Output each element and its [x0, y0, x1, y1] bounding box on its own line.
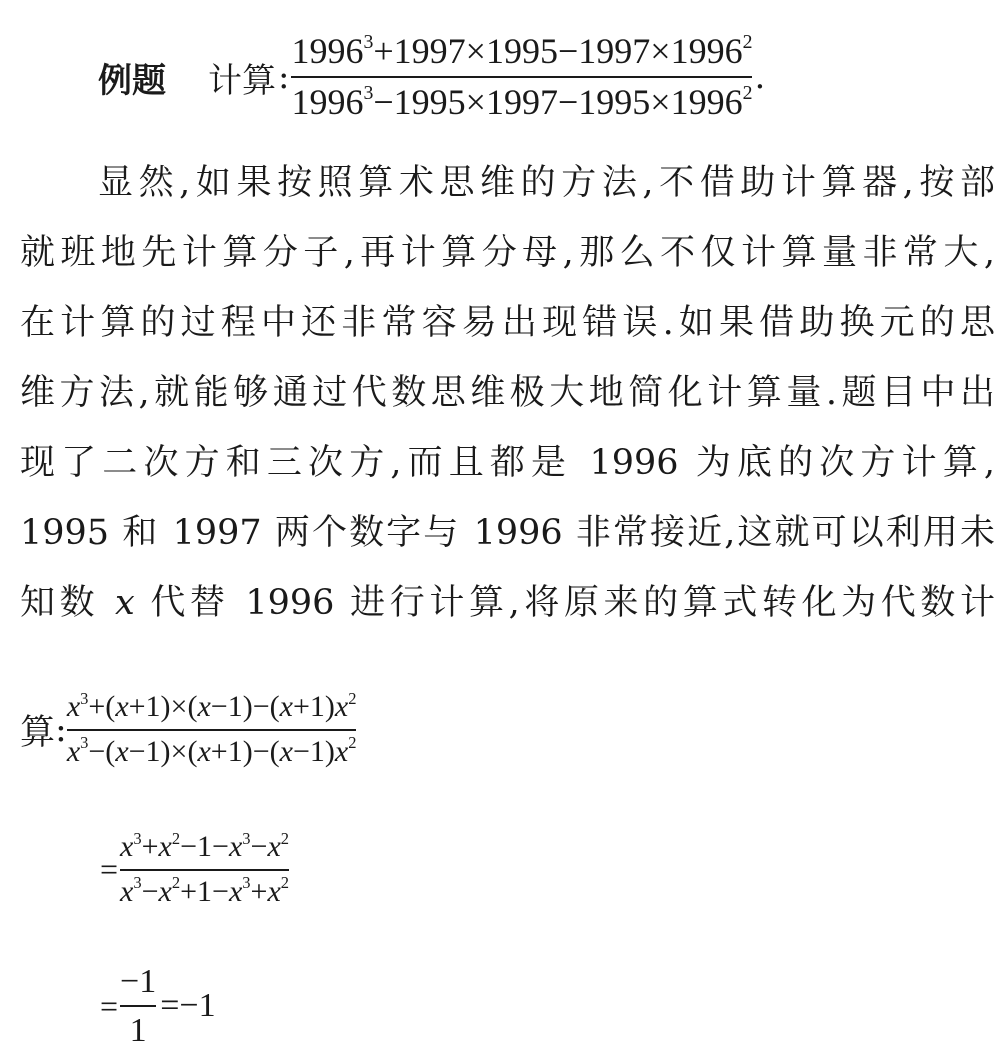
- final-result: =−1: [160, 987, 216, 1025]
- calc-lead: 算: [20, 712, 56, 753]
- equals-sign: =: [100, 987, 119, 1024]
- example-denominator: $1996^3-1995\times 1997-1995\times 1996^2$: [291, 82, 753, 122]
- fraction-bar: [120, 1005, 156, 1007]
- example-fraction: [291, 31, 752, 124]
- algebra-step-3: [100, 962, 216, 1050]
- fraction-bar: [67, 729, 357, 731]
- algebra-fraction-2: [120, 830, 289, 909]
- fraction-bar: [120, 869, 289, 871]
- paragraph-line: 显然,如果按照算术思维的方法,不借助计算器,按部: [98, 163, 995, 203]
- paragraph-line: 维方法,就能够通过代数思维极大地简化计算量.题目中出: [20, 373, 995, 413]
- example-prompt: 计算: [208, 60, 276, 101]
- example-heading: [98, 22, 767, 132]
- algebra-denominator-1: $x^3-(x-1)\times(x+1)-(x-1)x^2$: [66, 733, 357, 768]
- paragraph-line: 1995 和 1997 两个数字与 1996 非常接近,这就可以利用未: [20, 513, 995, 553]
- algebra-fraction-1: [67, 690, 357, 769]
- paragraph-line: 在计算的过程中还非常容易出现错误.如果借助换元的思: [20, 303, 995, 343]
- algebra-numerator-3: −1: [120, 963, 157, 1000]
- paragraph-line: 现了二次方和三次方,而且都是 1996 为底的次方计算,: [20, 443, 995, 483]
- paragraph-line: 知数 x 代替 1996 进行计算,将原来的算式转化为代数计: [20, 583, 995, 623]
- algebra-numerator-1: $x^3+(x+1)\times(x-1)-(x+1)x^2$: [66, 688, 357, 723]
- example-period: .: [754, 57, 766, 97]
- paragraph-line: 就班地先计算分子,再计算分母,那么不仅计算量非常大,: [20, 233, 995, 273]
- algebra-fraction-3: [120, 962, 156, 1050]
- algebra-step-1: [20, 690, 356, 769]
- algebra-denominator-2: $x^3-x^2+1-x^3+x^2$: [120, 873, 290, 908]
- example-colon: :: [278, 57, 290, 97]
- algebra-step-2: [100, 830, 289, 909]
- fraction-bar: [291, 76, 752, 78]
- explanation-paragraph: [20, 148, 995, 638]
- algebra-numerator-2: $x^3+x^2-1-x^3-x^2$: [120, 828, 290, 863]
- example-numerator: $1996^3+1997\times 1995-1997\times 1996^2$: [291, 30, 753, 71]
- calc-colon: :: [55, 709, 67, 750]
- equals-sign: =: [100, 851, 119, 887]
- example-label: 例题: [98, 60, 166, 101]
- algebra-denominator-3: 1: [129, 1012, 147, 1050]
